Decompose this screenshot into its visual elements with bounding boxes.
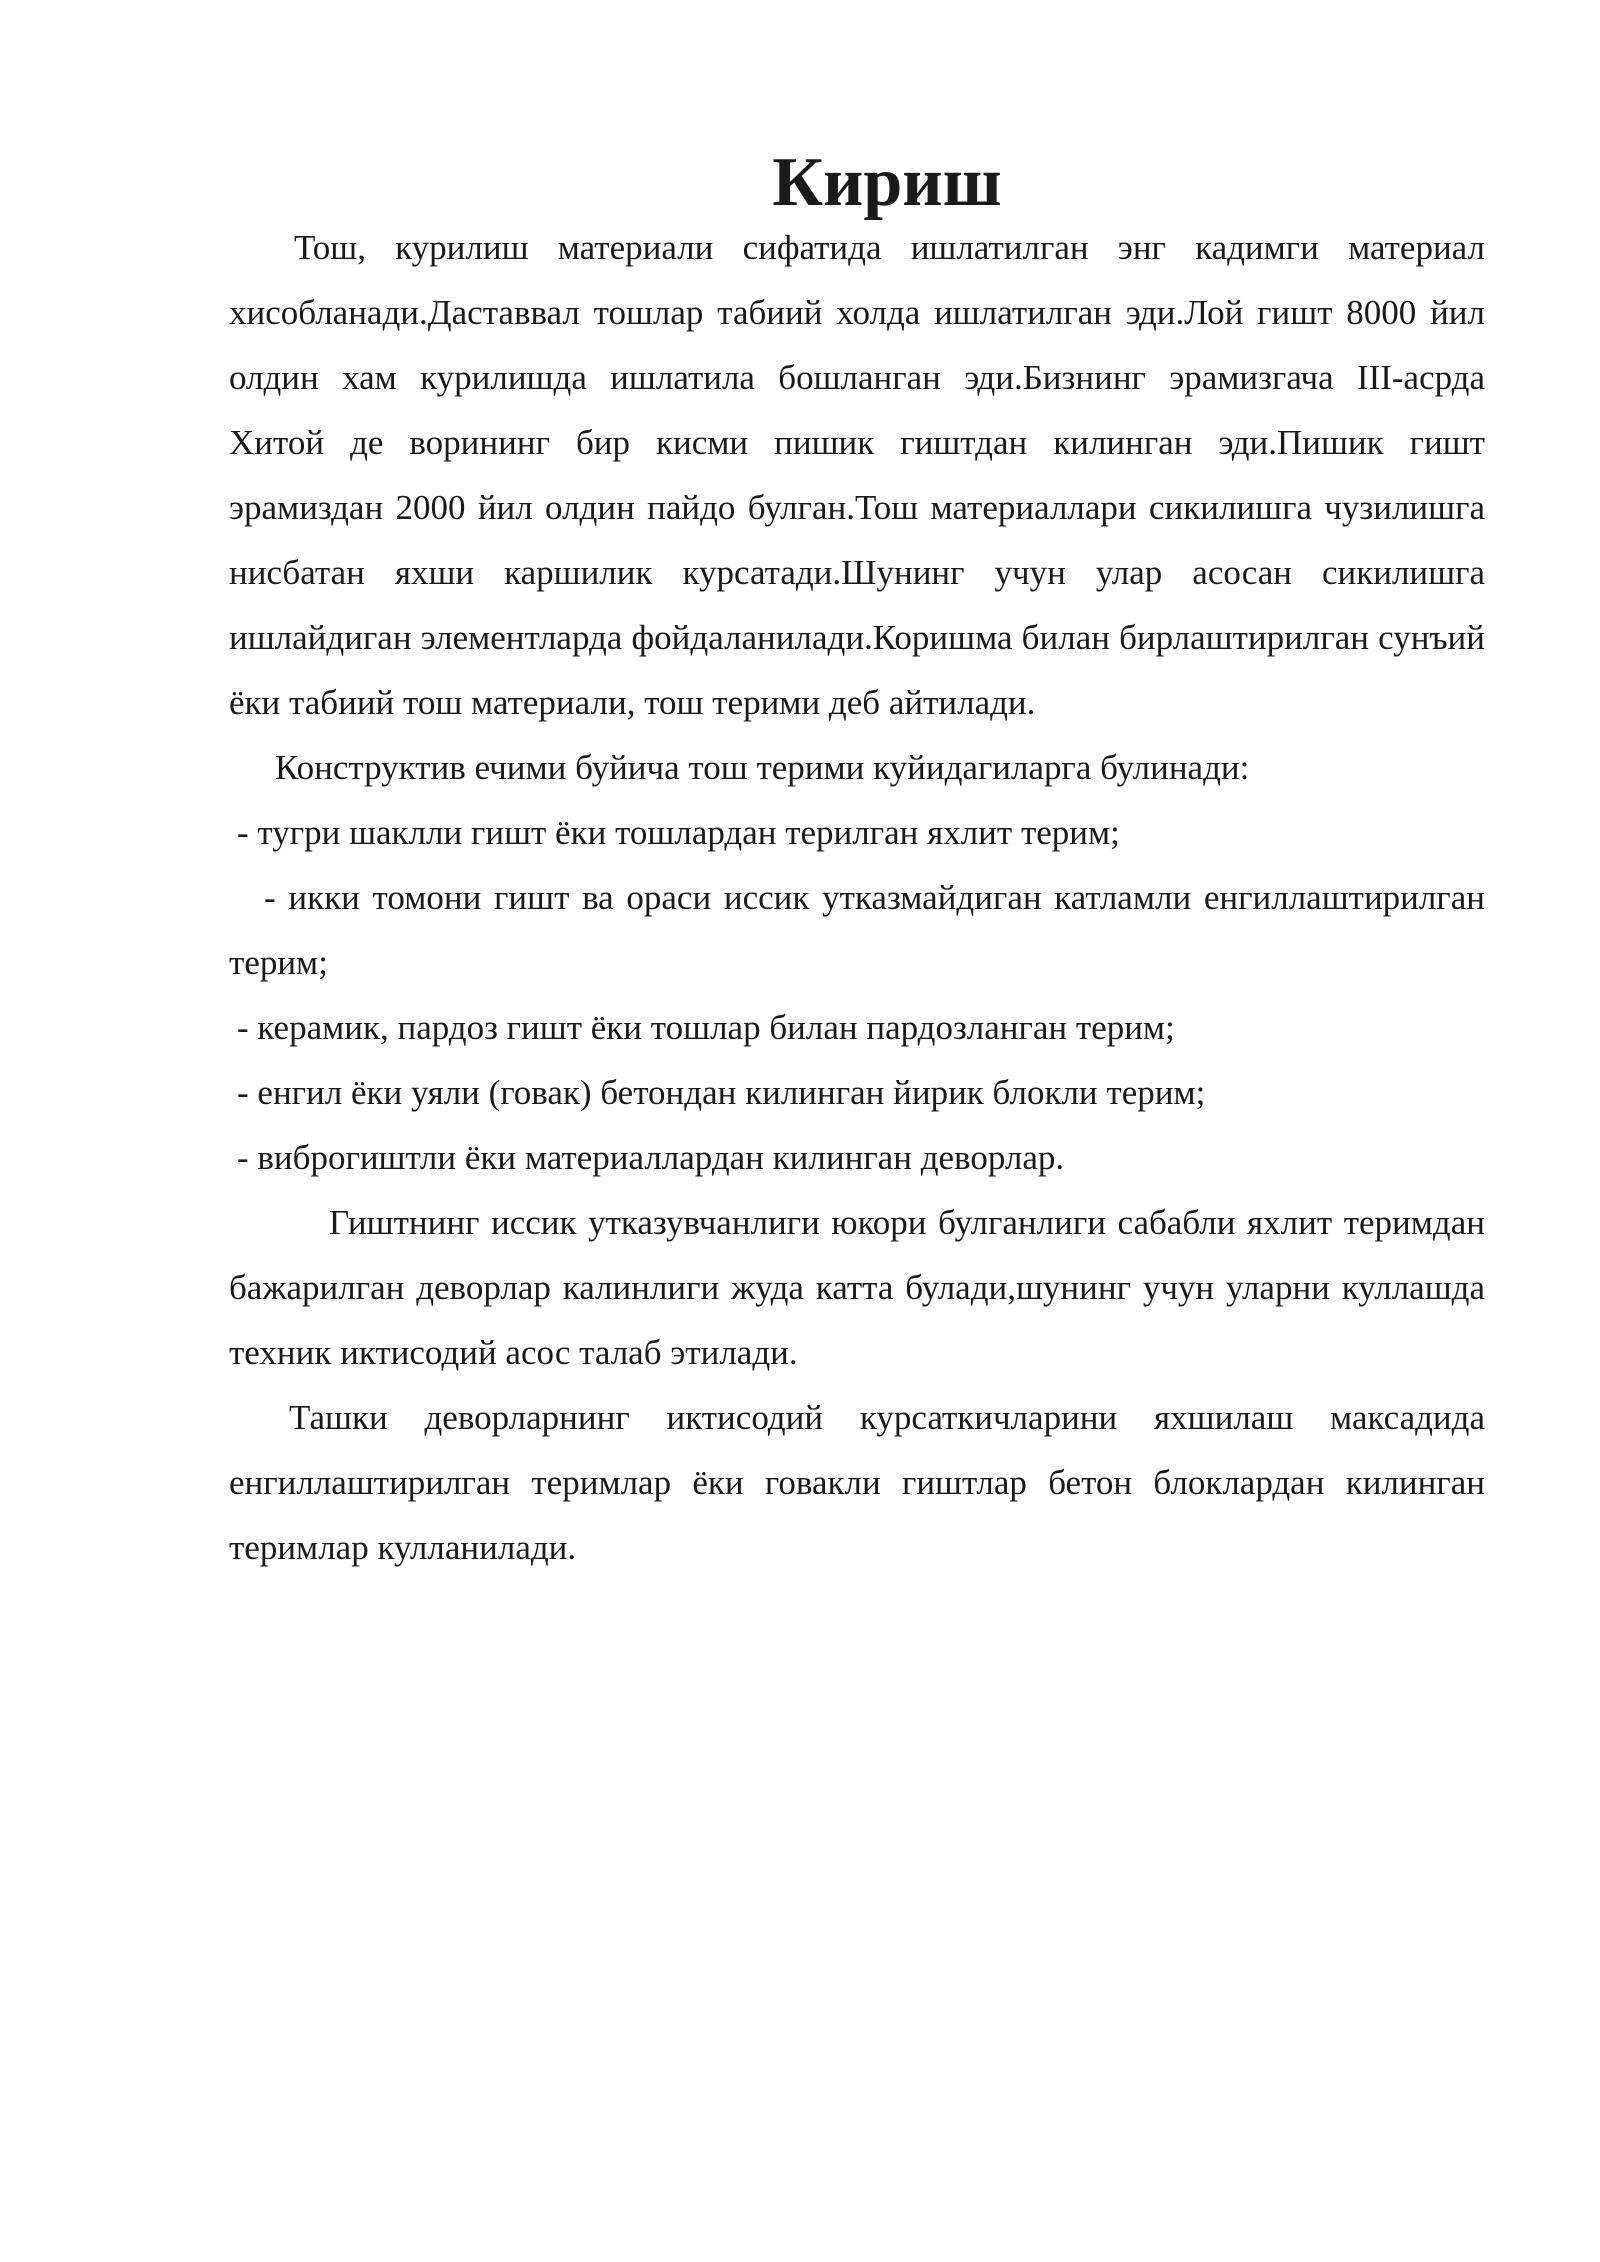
page-title: Кириш — [772, 144, 1002, 221]
list-item: - керамик, пардоз гишт ёки тошлар билан пардозланган терим; — [237, 1008, 1175, 1047]
closing-paragraph: Ташки деворларнинг иктисодий курсаткичларини яхшилаш максадида енгиллаштирилган теримлар ёки говакли гиштлар бетон блоклардан килинган теримлар кулланилади. — [229, 1398, 1485, 1567]
list-item: - тугри шаклли гишт ёки тошлардан терилган яхлит терим; — [237, 813, 1120, 852]
list-item: - виброгиштли ёки материаллардан килинган деворлар. — [237, 1138, 1065, 1177]
list-intro-paragraph: Конструктив ечими буйича тош терими куйидагиларга булинади: — [275, 748, 1250, 787]
list-item: - икки томони гишт ва ораси иссик утказмайдиган катламли енгиллаштирилган терим; — [229, 878, 1485, 982]
document-body — [229, 144, 1485, 1580]
list-item: - енгил ёки уяли (говак) бетондан килинган йирик блокли терим; — [237, 1073, 1206, 1112]
intro-paragraph: Тош, курилиш материали сифатида ишлатилган энг кадимги материал хисобланади.Даставвал тошлар табиий холда ишлатилган эди.Лой гишт 8000 йил олдин хам курилишда ишлатила бошланган эди.Бизнинг эрамизгача III-асрда Хитой де ворининг бир кисми пишик гиштдан килинган эди.Пишик гишт эрамиздан 2000 йил олдин пайдо булган.Тош материаллари сикилишга чузилишга нисбатан яхши каршилик курсатади.Шунинг учун улар асосан сикилишга ишлайдиган элементларда фойдаланилади.Коришма билан бирлаштирилган сунъий ёки табиий тош материали, тош терими деб айтилади. — [229, 228, 1485, 722]
closing-paragraph: Гиштнинг иссик утказувчанлиги юкори булганлиги сабабли яхлит теримдан бажарилган деворлар калинлиги жуда катта булади,шунинг учун уларни куллашда техник иктисодий асос талаб этилади. — [229, 1203, 1485, 1372]
